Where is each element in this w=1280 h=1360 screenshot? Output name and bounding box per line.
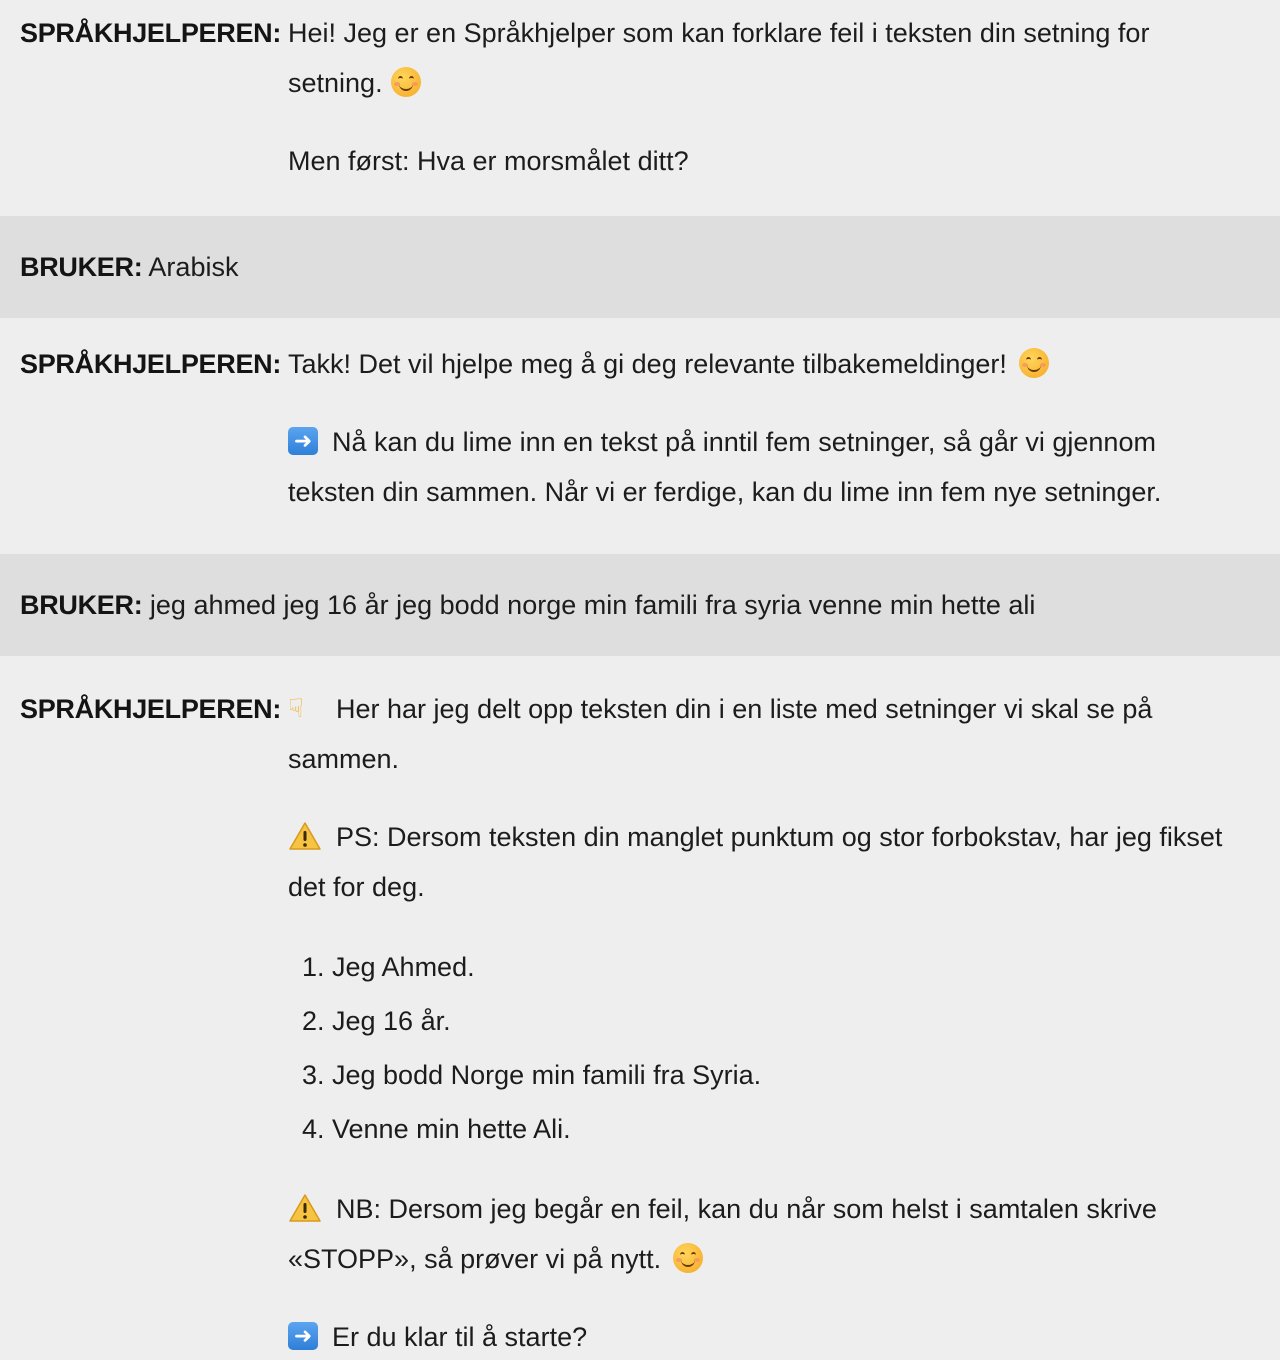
speaker-label: SPRÅKHJELPEREN: [20,349,282,379]
sentence-list [288,940,1230,1156]
message-content [288,8,1260,186]
message-text: Arabisk [148,252,239,282]
bot-message [0,656,1280,1360]
right-arrow-icon: ➜ [288,427,318,455]
message-paragraph [288,417,1230,517]
message-paragraph [288,812,1230,912]
bot-message [0,318,1280,554]
pointing-down-hand-icon: ☟ [288,692,304,723]
list-item: 3. Jeg bodd Norge min famili fra Syria. [332,1048,1230,1102]
message-text: Nå kan du lime inn en tekst på inntil fem setninger, så går vi gjennom teksten din sammen. Når vi er ferdige, kan du lime inn fem nye setninger. [288,427,1162,507]
message-text: jeg ahmed jeg 16 år jeg bodd norge min famili fra syria venne min hette ali [149,590,1036,620]
user-message [0,554,1280,656]
user-message [0,216,1280,318]
speaker-label: SPRÅKHJELPEREN: [20,18,282,48]
message-text: Er du klar til å starte? [332,1322,588,1352]
warning-icon [288,821,322,851]
speaker-label: BRUKER: [20,590,143,620]
message-text: Hei! Jeg er en Språkhjelper som kan forklare feil i teksten din setning for setning. [288,18,1150,98]
speaker-label: SPRÅKHJELPEREN: [20,694,282,724]
message-paragraph [288,339,1230,389]
message-text: Her har jeg delt opp teksten din i en liste med setninger vi skal se på sammen. [288,694,1153,774]
message-content [288,339,1260,517]
smiling-face-icon [1019,348,1049,378]
smiling-face-icon [391,67,421,97]
message-paragraph [288,1184,1230,1284]
list-item: 4. Venne min hette Ali. [332,1102,1230,1156]
bot-message [0,0,1280,216]
list-item: 1. Jeg Ahmed. [332,940,1230,994]
list-item: 2. Jeg 16 år. [332,994,1230,1048]
message-content [288,684,1260,1360]
warning-icon [288,1193,322,1223]
message-paragraph [288,8,1230,108]
message-text: PS: Dersom teksten din manglet punktum og stor forbokstav, har jeg fikset det for deg. [288,822,1223,902]
right-arrow-icon: ➜ [288,1322,318,1350]
message-paragraph: Men først: Hva er morsmålet ditt? [288,146,689,176]
message-paragraph [288,1312,1230,1360]
message-text: Takk! Det vil hjelpe meg å gi deg relevante tilbakemeldinger! [288,349,1007,379]
speaker-label: BRUKER: [20,252,143,282]
message-paragraph [288,684,1230,784]
message-text: NB: Dersom jeg begår en feil, kan du når som helst i samtalen skrive «STOPP», så prøver vi på nytt. [288,1194,1157,1274]
smiling-face-icon [673,1243,703,1273]
